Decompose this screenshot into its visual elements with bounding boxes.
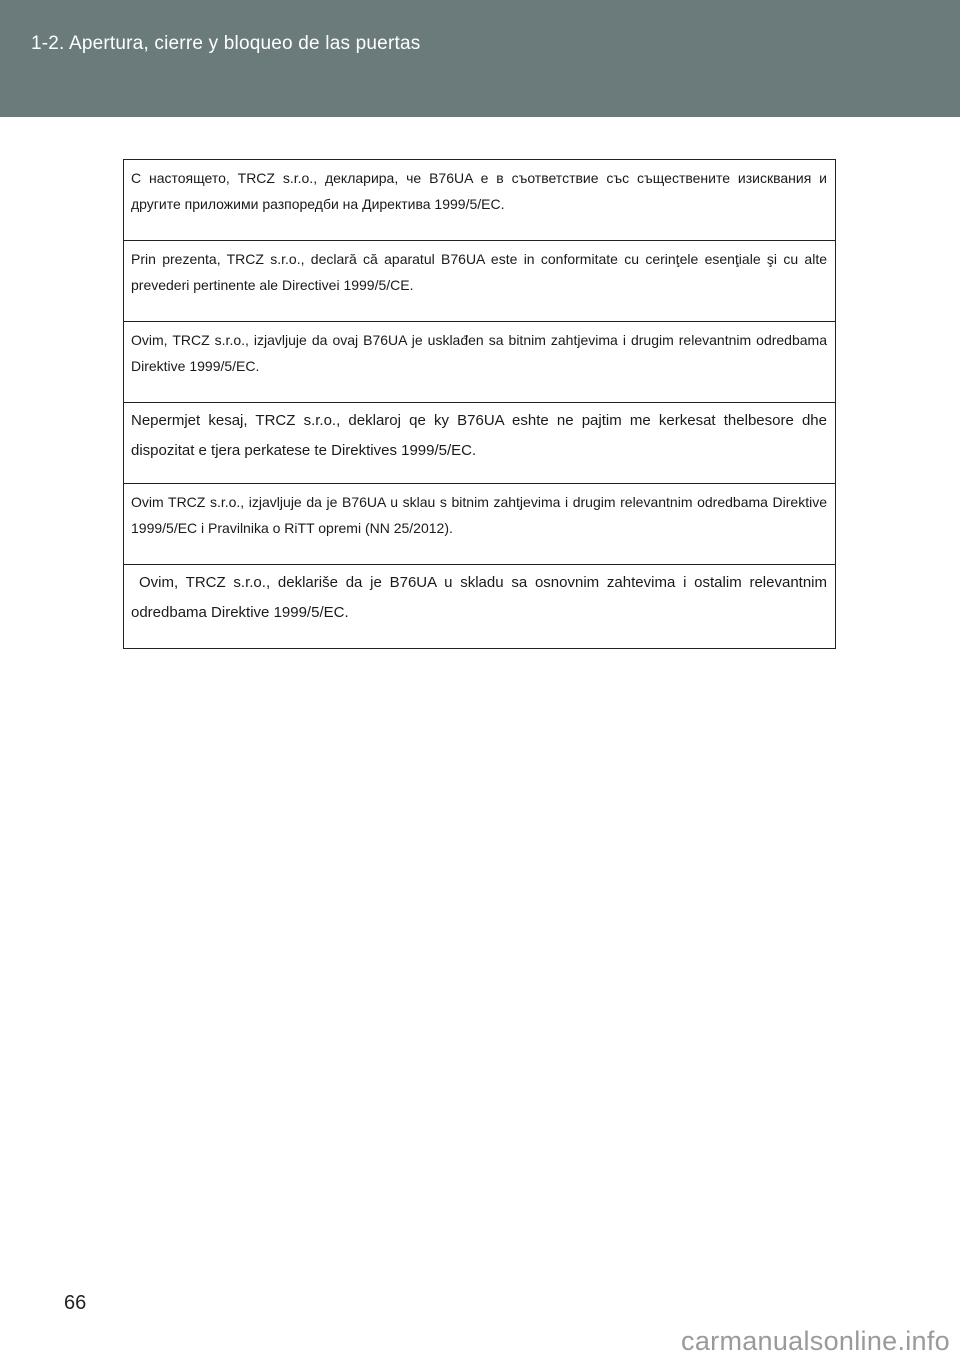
page-header [0, 0, 960, 117]
declaration-albanian: Nepermjet kesaj, TRCZ s.r.o., deklaroj qe ky B76UA eshte ne pajtim me kerkesat thelbesore dhe dispozitat e tjera perkatese te Direktives 1999/5/EC. [124, 403, 835, 484]
declaration-romanian: Prin prezenta, TRCZ s.r.o., declară că aparatul B76UA este in conformitate cu cerinţele esenţiale şi cu alte prevederi pertinente ale Directivei 1999/5/CE. [124, 241, 835, 322]
page-number: 66 [64, 1292, 87, 1314]
watermark: carmanualsonline.info [681, 1326, 950, 1356]
declaration-serbian: Ovim, TRCZ s.r.o., deklariše da je B76UA u skladu sa osnovnim zahtevima i ostalim relevantnim odredbama Direktive 1999/5/EC. [131, 574, 827, 621]
declaration-croatian: Ovim TRCZ s.r.o., izjavljuje da je B76UA u sklau s bitnim zahtjevima i drugim relevantnim odredbama Direktive 1999/5/EC i Pravilnika o RiTT opremi (NN 25/2012). [124, 484, 835, 565]
declaration-bulgarian: С настоящето, TRCZ s.r.o., декларира, че B76UA е в съответствие със съществените изисквания и другите приложими разпоредби на Директива 1999/5/EC. [124, 160, 835, 241]
section-title: 1-2. Apertura, cierre y bloqueo de las puertas [31, 33, 421, 54]
declaration-bosnian: Ovim, TRCZ s.r.o., izjavljuje da ovaj B76UA je usklađen sa bitnim zahtjevima i drugim relevantnim odredbama Direktive 1999/5/EC. [124, 322, 835, 403]
declaration-table [123, 159, 836, 649]
